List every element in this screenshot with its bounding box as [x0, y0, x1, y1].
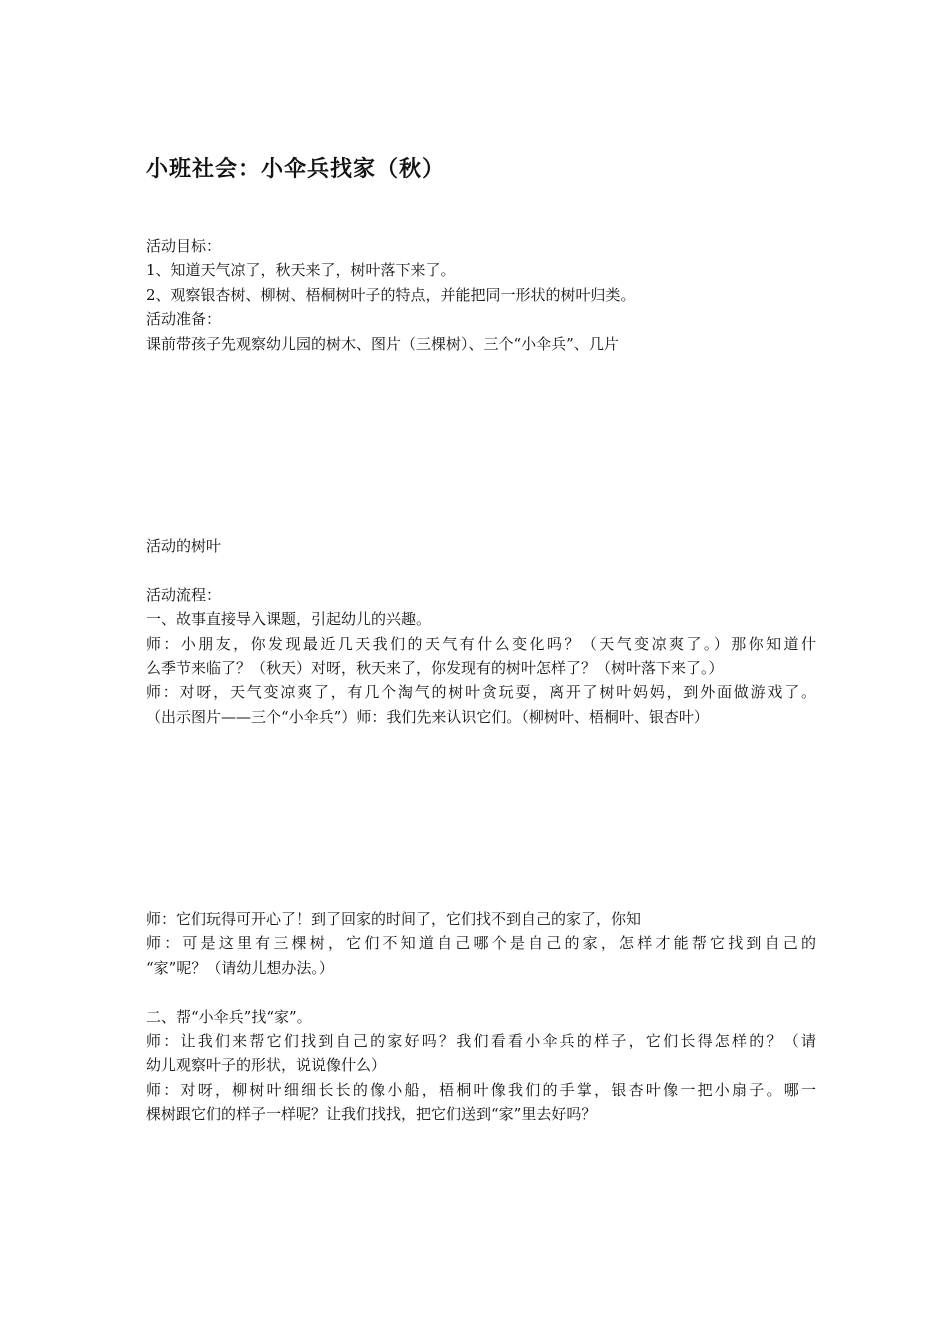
- goals-heading: 活动目标：: [146, 237, 222, 255]
- preparation-text-continued: 活动的树叶: [146, 537, 222, 555]
- paragraph-6-line-2: 棵树跟它们的样子一样呢？让我们找找，把它们送到“家”里去好吗？: [146, 1105, 597, 1124]
- blank-line: [146, 558, 816, 582]
- goals-and-preparation-section: [146, 234, 816, 356]
- paragraph-5-line-2: 幼儿观察叶子的形状，说说像什么）: [146, 1056, 387, 1075]
- preparation-text: 课前带孩子先观察幼儿园的树木、图片（三棵树）、三个“小伞兵”、几片: [146, 334, 619, 353]
- step-2-heading: 二、帮“小伞兵”找“家”。: [146, 1007, 312, 1026]
- goal-item-1: 1、知道天气凉了，秋天来了，树叶落下来了。: [146, 261, 456, 280]
- blank-line: [146, 980, 816, 1004]
- preparation-heading: 活动准备：: [146, 310, 222, 329]
- paragraph-2-line-2: （出示图片——三个“小伞兵”）师：我们先来认识它们。（柳树叶、梧桐叶、银杏叶）: [146, 707, 709, 726]
- paragraph-2-line-1: 师：对呀，天气变凉爽了，有几个淘气的树叶贪玩耍，离开了树叶妈妈，到外面做游戏了。: [146, 683, 816, 702]
- goal-item-2: 2、观察银杏树、柳树、梧桐树叶子的特点，并能把同一形状的树叶归类。: [146, 285, 636, 304]
- paragraph-5-line-1: 师：让我们来帮它们找到自己的家好吗？我们看看小伞兵的样子，它们长得怎样的？（请: [146, 1031, 816, 1050]
- paragraph-6-line-1: 师：对呀，柳树叶细细长长的像小船，梧桐叶像我们的手掌，银杏叶像一把小扇子。哪一: [146, 1080, 816, 1099]
- paragraph-4-line-2: “家”呢？（请幼儿想办法。）: [146, 958, 334, 977]
- paragraph-3: 师：它们玩得可开心了！到了回家的时间了，它们找不到自己的家了，你知: [146, 910, 642, 928]
- paragraph-1-line-1: 师：小朋友，你发现最近几天我们的天气有什么变化吗？（天气变凉爽了。）那你知道什: [146, 634, 816, 653]
- paragraph-1-line-2: 么季节来临了？（秋天）对呀，秋天来了，你发现有的树叶怎样了？（树叶落下来了。）: [146, 658, 724, 677]
- process-section-part-1: [146, 534, 816, 729]
- paragraph-4-line-1: 师：可是这里有三棵树，它们不知道自己哪个是自己的家，怎样才能帮它找到自己的: [146, 934, 816, 953]
- process-section-part-2: [146, 907, 816, 1127]
- step-1-heading: 一、故事直接导入课题，引起幼儿的兴趣。: [146, 610, 432, 629]
- process-heading: 活动流程：: [146, 585, 222, 604]
- page-title: 小班社会：小伞兵找家（秋）: [146, 157, 446, 182]
